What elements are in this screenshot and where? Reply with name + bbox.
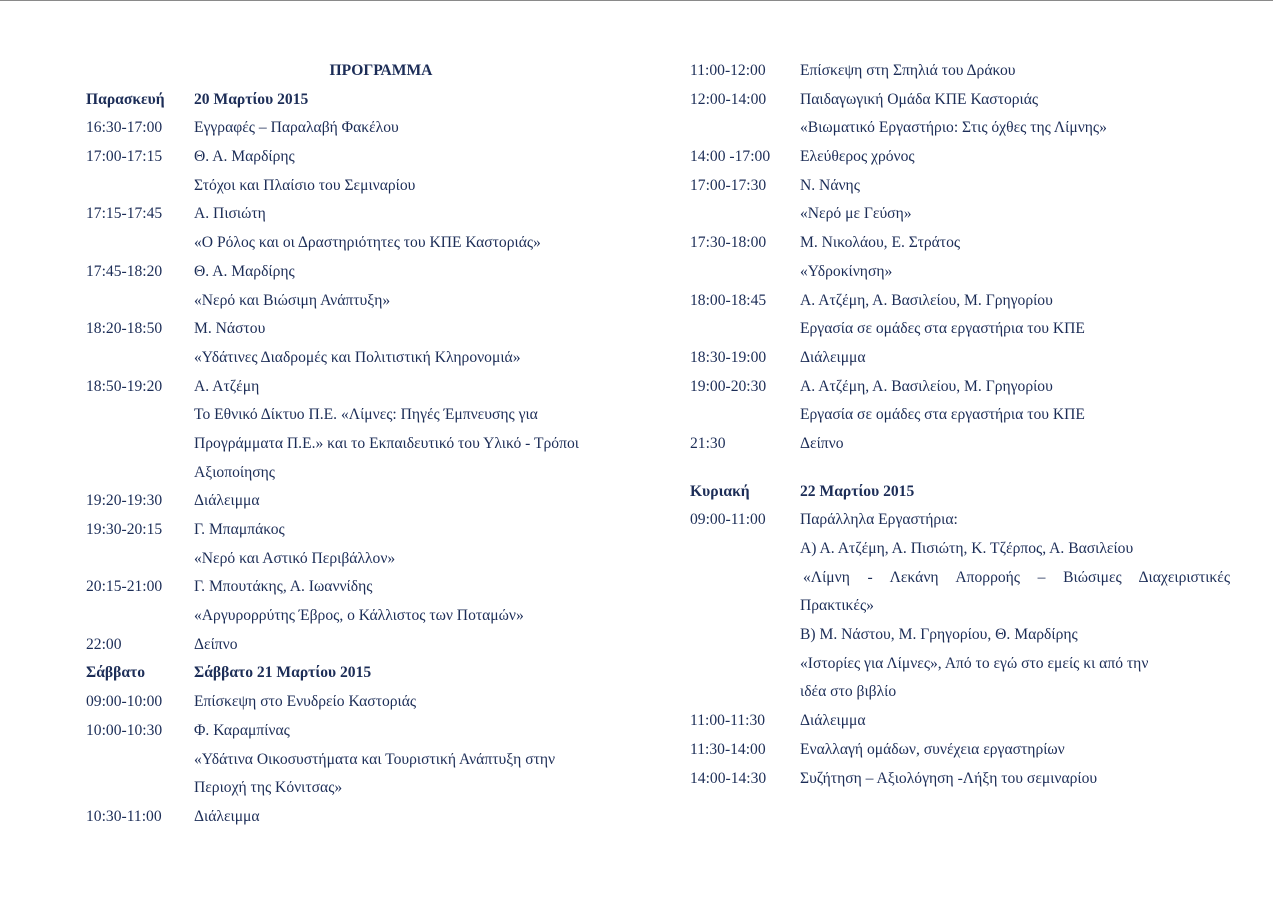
time-slot: 19:00-20:30 [690,377,767,395]
schedule-row [690,650,1230,679]
time-slot [690,200,800,229]
time-slot: 11:00-11:30 [690,712,766,730]
schedule-row [86,516,646,545]
time-slot [86,287,194,316]
time-slot: 10:00-10:30 [86,721,163,739]
activity-text: Εργασία σε ομάδες στα εργαστήρια του ΚΠΕ [800,320,1085,338]
time-slot: 17:15-17:45 [86,205,163,223]
schedule-row [690,86,1230,115]
activity-text: Φ. Καραμπίνας [194,721,290,739]
time-slot: 18:50-19:20 [86,377,163,395]
activity-text: Ελεύθερος χρόνος [800,148,915,166]
time-slot: 17:00-17:15 [86,148,163,166]
time-slot [86,229,194,258]
left-rows [86,86,646,832]
schedule-row [86,200,646,229]
time-slot: 22:00 [86,635,122,653]
schedule-row [86,746,646,775]
day-date: 22 Μαρτίου 2015 [800,482,915,500]
schedule-row [690,200,1230,229]
day-header-row [690,478,1230,507]
activity-text: «Υδάτινα Οικοσυστήματα και Τουριστική Ανάπτυξη στην [194,750,556,768]
schedule-row [86,688,646,717]
time-slot: 19:30-20:15 [86,521,163,538]
day-date: Σάββατο 21 Μαρτίου 2015 [194,664,372,682]
schedule-row [690,535,1230,564]
schedule-row [86,143,646,172]
time-slot [86,774,194,803]
activity-text: Εργασία σε ομάδες στα εργαστήρια του ΚΠΕ [800,406,1085,424]
schedule-row [690,678,1230,707]
time-slot [86,344,194,373]
schedule-row [690,430,1230,459]
right-rows [690,57,1230,793]
schedule-row [86,373,646,402]
time-slot [690,401,800,430]
activity-text: «Λίμνη - Λεκάνη Απορροής – Βιώσιμες Διαχειριστικές [803,568,1230,586]
activity-text: Α. Ατζέμη, Α. Βασιλείου, Μ. Γρηγορίου [800,291,1053,309]
schedule-row [690,401,1230,430]
time-slot: 10:30-11:00 [86,807,162,825]
time-slot [86,430,194,459]
activity-text: «Βιωματικό Εργαστήριο: Στις όχθες της Λίμνης» [800,119,1107,137]
day-name: Κυριακή [690,482,750,500]
time-slot: 11:00-12:00 [690,62,766,79]
schedule-row [690,373,1230,402]
activity-text: Γ. Μπουτάκης, Α. Ιωαννίδης [194,578,373,596]
activity-text: Προγράμματα Π.Ε.» και το Εκπαιδευτικό του Υλικό - Τρόποι [194,434,579,452]
top-border-line [0,0,1273,1]
schedule-row [86,717,646,746]
schedule-row [86,344,646,373]
day-name: Παρασκευή [86,90,165,108]
activity-text: Περιοχή της Κόνιτσας» [194,779,343,797]
time-slot: 20:15-21:00 [86,578,163,596]
activity-text: Εναλλαγή ομάδων, συνέχεια εργαστηρίων [800,740,1065,758]
activity-text: Θ. Α. Μαρδίρης [194,262,295,280]
activity-text: Διάλειμμα [800,712,866,730]
time-slot: 19:20-19:30 [86,492,163,510]
activity-text: Μ. Νικολάου, Ε. Στράτος [800,234,961,252]
schedule-row [86,430,646,459]
schedule-row [86,631,646,660]
schedule-left-column [86,57,646,832]
time-slot [86,459,194,488]
activity-text: Επίσκεψη στη Σπηλιά του Δράκου [800,62,1016,79]
schedule-row [690,344,1230,373]
schedule-row [86,803,646,832]
time-slot: 14:00-14:30 [690,769,767,787]
schedule-row [86,774,646,803]
schedule-row [690,229,1230,258]
activity-text: «Ιστορίες για Λίμνες», Από το εγώ στο εμείς κι από την [800,654,1149,672]
schedule-row [690,506,1230,535]
schedule-row [86,258,646,287]
time-slot: 17:00-17:30 [690,176,767,194]
section-gap [690,459,1230,478]
activity-text: Ν. Νάνης [800,176,860,194]
time-slot [690,564,800,593]
activity-text: Μ. Νάστου [194,320,266,338]
schedule-row [690,258,1230,287]
time-slot: 12:00-14:00 [690,90,767,108]
schedule-row [690,172,1230,201]
schedule-row [86,401,646,430]
schedule-row [690,707,1230,736]
activity-text: Α. Πισιώτη [194,205,266,223]
activity-text: ιδέα στο βιβλίο [800,683,897,701]
time-slot: 16:30-17:00 [86,119,163,137]
schedule-row [690,287,1230,316]
schedule-row [690,143,1230,172]
activity-text: Α) Α. Ατζέμη, Α. Πισιώτη, Κ. Τζέρπος, Α. Βασιλείου [800,540,1134,557]
program-title-row [86,57,646,86]
schedule-row [690,765,1230,794]
time-slot [690,258,800,287]
time-slot: 09:00-10:00 [86,693,163,711]
activity-text: Θ. Α. Μαρδίρης [194,148,295,166]
time-slot: 11:30-14:00 [690,740,766,758]
activity-text: «Ο Ρόλος και οι Δραστηριότητες του ΚΠΕ Καστοριάς» [194,234,541,252]
activity-text: Αξιοποίησης [194,463,275,481]
time-slot [690,621,800,650]
activity-text: Πρακτικές» [800,597,874,615]
activity-text: Α. Ατζέμη, Α. Βασιλείου, Μ. Γρηγορίου [800,377,1053,395]
schedule-row [690,315,1230,344]
activity-text: Διάλειμμα [800,348,866,366]
activity-text: «Υδροκίνηση» [800,262,893,280]
day-header-row [86,86,646,115]
activity-text: Συζήτηση – Αξιολόγηση -Λήξη του σεμιναρίου [800,769,1098,787]
schedule-row [86,315,646,344]
time-slot: 18:20-18:50 [86,320,163,338]
day-date: 20 Μαρτίου 2015 [194,90,309,108]
activity-text: Επίσκεψη στο Ενυδρείο Καστοριάς [194,693,417,711]
time-slot: 14:00 -17:00 [690,148,771,166]
activity-text: «Υδάτινες Διαδρομές και Πολιτιστική Κληρονομιά» [194,348,521,366]
schedule-row [690,564,1230,593]
schedule-row [690,114,1230,143]
schedule-right-column [690,57,1230,793]
time-slot [86,401,194,430]
day-header-row [86,659,646,688]
activity-text: Εγγραφές – Παραλαβή Φακέλου [194,119,399,137]
time-slot [86,602,194,631]
activity-text: Το Εθνικό Δίκτυο Π.Ε. «Λίμνες: Πηγές Έμπνευσης για [194,406,538,424]
time-slot: 21:30 [690,434,726,452]
activity-text: «Αργυρορρύτης Έβρος, ο Κάλλιστος των Ποταμών» [194,607,524,625]
activity-text: «Νερό με Γεύση» [800,205,912,223]
activity-text: Παράλληλα Εργαστήρια: [800,511,958,529]
schedule-row [86,172,646,201]
time-slot [86,746,194,775]
activity-text: Διάλειμμα [194,807,260,825]
time-slot [86,172,194,201]
schedule-row [86,229,646,258]
activity-text: Γ. Μπαμπάκος [194,521,285,538]
schedule-row [86,287,646,316]
activity-text: Α. Ατζέμη [194,377,260,395]
time-slot [86,545,194,574]
schedule-row [690,736,1230,765]
time-slot: 18:30-19:00 [690,348,767,366]
activity-text: Στόχοι και Πλαίσιο του Σεμιναρίου [194,176,416,194]
time-slot [690,535,800,564]
activity-text: «Νερό και Αστικό Περιβάλλον» [194,549,396,567]
activity-text: Δείπνο [194,635,238,653]
schedule-row [86,459,646,488]
activity-text: Παιδαγωγική Ομάδα ΚΠΕ Καστοριάς [800,90,1039,108]
activity-text: Β) Μ. Νάστου, Μ. Γρηγορίου, Θ. Μαρδίρης [800,626,1078,644]
time-slot: 17:45-18:20 [86,262,163,280]
time-slot: 17:30-18:00 [690,234,767,252]
time-slot [690,315,800,344]
time-slot [690,592,800,621]
program-title: ΠΡΟΓΡΑΜΜΑ [329,62,433,79]
time-slot [690,114,800,143]
schedule-row [86,573,646,602]
schedule-row [86,487,646,516]
schedule-row [690,57,1230,86]
schedule-row [690,592,1230,621]
schedule-row [86,545,646,574]
time-slot [690,678,800,707]
time-slot: 18:00-18:45 [690,291,767,309]
schedule-row [690,621,1230,650]
activity-text: Δείπνο [800,434,844,452]
activity-text: Διάλειμμα [194,492,260,510]
day-name: Σάββατο [86,664,146,682]
time-slot [690,650,800,679]
time-slot: 09:00-11:00 [690,511,766,529]
activity-text: «Νερό και Βιώσιμη Ανάπτυξη» [194,291,391,309]
schedule-row [86,602,646,631]
schedule-row [86,114,646,143]
